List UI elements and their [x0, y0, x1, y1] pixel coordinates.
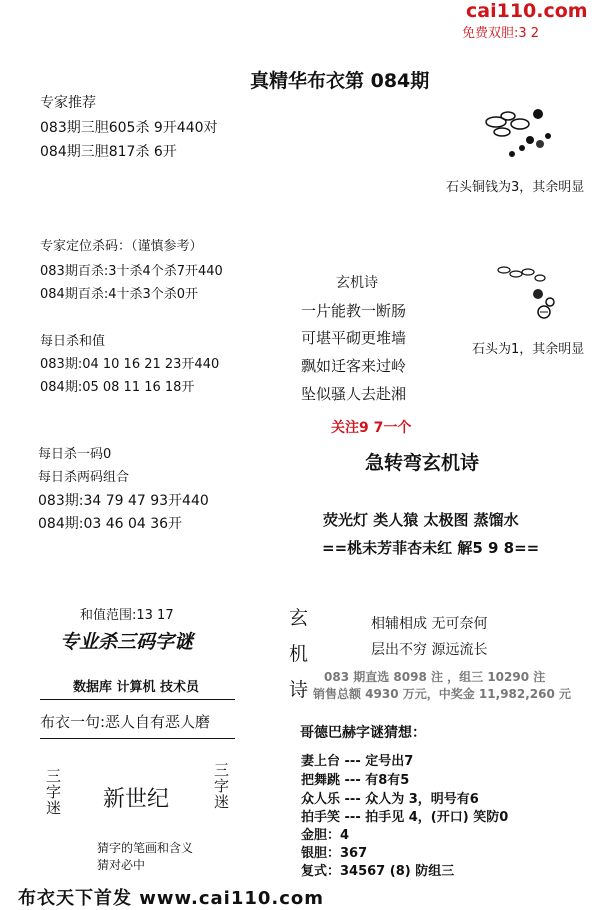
expert-recommend-line: 084期三胆817杀 6开 — [40, 144, 177, 160]
mystic-poem-line: 可堪平砌更堆墙 — [301, 329, 407, 347]
expert-position-title: 专家定位杀码：（谨慎参考） — [40, 239, 203, 254]
site-watermark: cai110.com — [466, 0, 588, 22]
expert-position-line: 083期百杀:3十杀4个杀7开440 — [40, 264, 223, 279]
xuan-line: 层出不穷 源远流长 — [371, 642, 488, 658]
mystic-poem-line: 坠似骚人去赴湘 — [301, 385, 407, 403]
daily-sum-title: 每日杀和值 — [40, 334, 106, 349]
stone-caption: 石头为1，其余明显 — [472, 342, 585, 357]
stats-line-1: 083 期直选 8098 注 ，组三 10290 注 — [324, 670, 546, 684]
turn-poem-title: 急转弯玄机诗 — [365, 452, 480, 474]
daily-kill-line: 084期:03 46 04 36开 — [38, 516, 183, 532]
expert-recommend-line: 083期三胆605杀 9开440对 — [40, 120, 218, 136]
footer-banner: 布衣天下首发 www.cai110.com — [18, 888, 325, 909]
mystic-poem-line: 飘如迁客来过岭 — [301, 357, 407, 375]
stone-drawing — [492, 258, 564, 328]
turn-poem-answer: ==桃未芳菲杏未红 解5 9 8== — [322, 539, 540, 557]
godel-line: 金胆：4 — [301, 828, 350, 843]
free-double-tag: 免费双胆:3 2 — [462, 26, 540, 41]
godel-line: 众人乐 --- 众人为 3，明号有6 — [301, 792, 479, 807]
stone-coin-icon — [478, 100, 568, 166]
mystic-poem-line: 一片能教一断肠 — [301, 302, 407, 320]
riddle-left — [44, 768, 62, 816]
pro-riddle-title: 专业杀三码字谜 — [60, 631, 194, 653]
godel-title: 哥德巴赫字谜猜想： — [300, 725, 426, 741]
stone-coin-drawing — [478, 100, 568, 166]
daily-kill-two: 每日杀两码组合 — [38, 470, 130, 485]
daily-sum-line: 084期:05 08 11 16 18开 — [40, 380, 195, 395]
godel-line: 银胆：367 — [301, 846, 368, 861]
page-title: 真精华布衣第 084期 — [250, 70, 430, 92]
godel-line: 复式：34567 (8) 防组三 — [301, 864, 455, 879]
riddle-right — [212, 762, 230, 810]
daily-sum-line: 083期:04 10 16 21 23开440 — [40, 357, 220, 372]
ji-char: 机 — [289, 643, 309, 665]
sum-range: 和值范围:13 17 — [80, 608, 174, 623]
stone-icon — [492, 258, 564, 328]
daily-kill-one: 每日杀一码0 — [38, 447, 112, 462]
expert-position-line: 084期百杀:4十杀3个杀0开 — [40, 287, 199, 302]
riddle-left-text: 三字迷 — [44, 768, 62, 816]
divider-bottom — [40, 738, 235, 739]
db-line: 数据库 计算机 技术员 — [73, 680, 200, 695]
turn-poem-words: 荧光灯 类人猿 太极图 蒸馏水 — [323, 511, 519, 529]
riddle-hint-1: 猜字的笔画和含义 — [97, 841, 194, 855]
shi-char: 诗 — [289, 679, 309, 701]
xuan-line: 相辅相成 无可奈何 — [371, 616, 488, 632]
godel-line: 拍手笑 --- 拍手见 4，(开口) 笑防0 — [301, 810, 509, 825]
expert-recommend-title: 专家推荐 — [40, 95, 96, 111]
mystic-poem-title: 玄机诗 — [336, 275, 378, 291]
riddle-hint-2: 猜对必中 — [97, 858, 146, 872]
riddle-center: 新世纪 — [103, 787, 170, 812]
buyi-line: 布衣一句:恶人自有恶人磨 — [40, 713, 211, 731]
godel-line: 妻上台 --- 定号出7 — [301, 754, 414, 769]
godel-line: 把舞跳 --- 有8有5 — [301, 773, 410, 788]
xuan-char: 玄 — [289, 607, 309, 629]
divider-top — [40, 699, 235, 700]
stats-line-2: 销售总额 4930 万元，中奖金 11,982,260 元 — [313, 687, 572, 701]
focus-note: 关注9 7一个 — [331, 420, 412, 436]
stone-coin-caption: 石头铜钱为3，其余明显 — [446, 180, 585, 195]
daily-kill-line: 083期:34 79 47 93开440 — [38, 493, 209, 509]
riddle-right-text: 三字迷 — [212, 762, 230, 810]
